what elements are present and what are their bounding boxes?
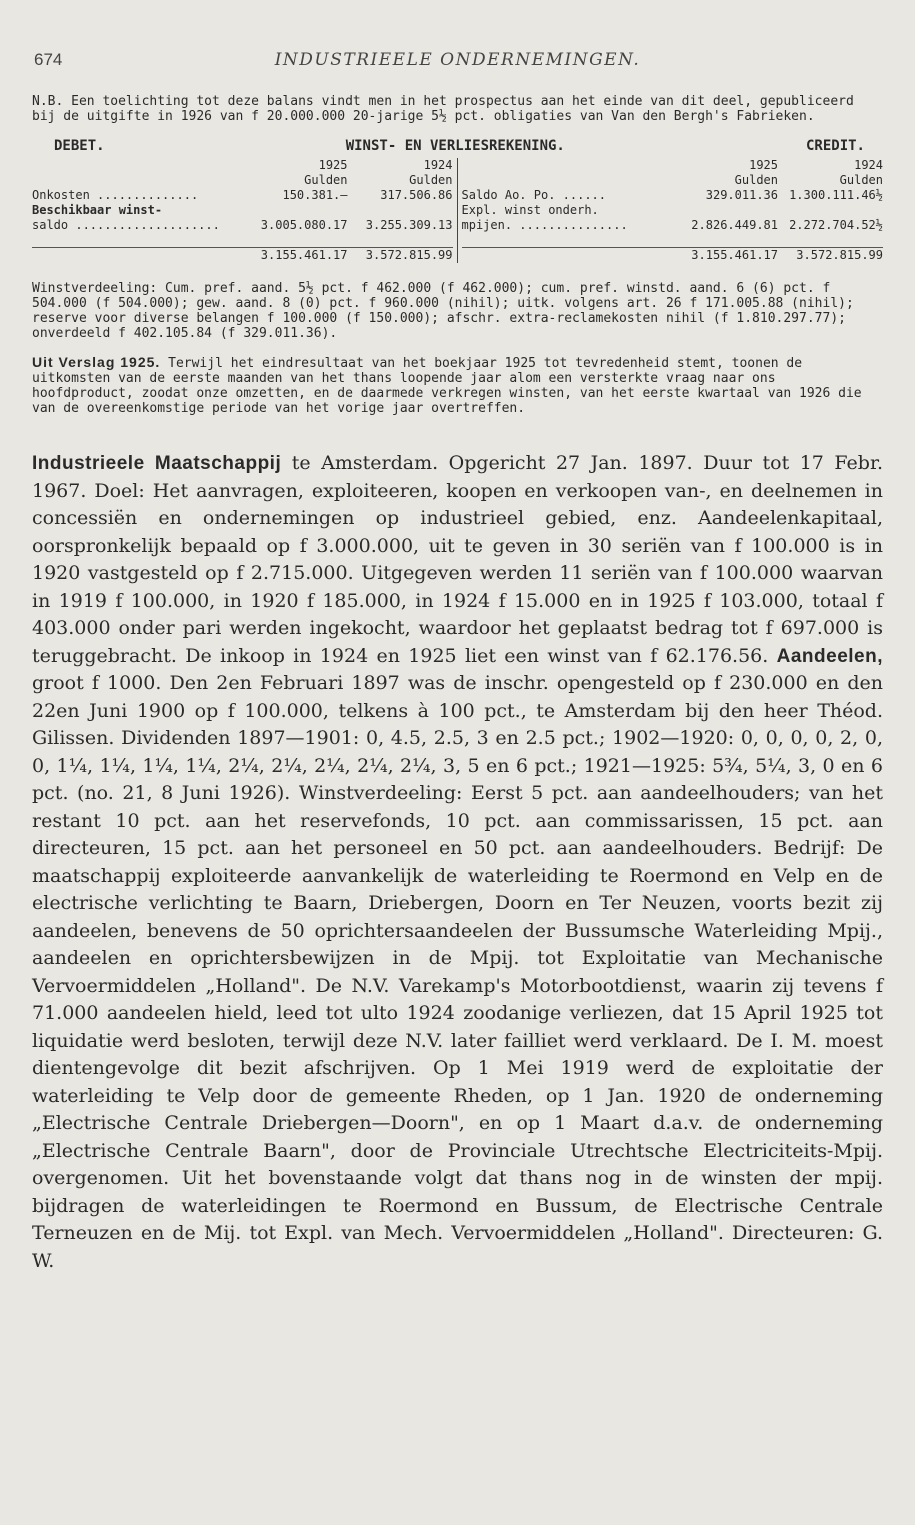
entry-text-part1: te Amsterdam. Opgericht 27 Jan. 1897. Duur tot 17 Febr. 1967. Doel: Het aanvragen, exploiteeren, koopen en verkoopen van-, en deelnemen in concessiën en ondernemingen op industrieel gebied, enz. Aandeelenkapitaal, oorspronkelijk bepaald op f 3.000.000, uit te geven in 30 seriën van f 100.000 is in 1920 vastgesteld op f 2.715.000. Uitgegeven werden 11 seriën van f 100.000 waarvan in 1919 f 100.000, in 1920 f 185.000, in 1924 f 15.000 en in 1925 f 103.000, totaal f 403.000 onder pari werden ingekocht, waardoor het geplaatst bedrag tot f 697.000 is teruggebracht. De inkoop in 1924 en 1925 liet een winst van f 62.176.56. [32,452,883,667]
year-1925: 1925 [318,158,348,172]
table-row: Beschikbaar winst- [32,203,163,217]
page-header [32,48,883,78]
totals-row: 3.155.461.17 3.572.815.99 [462,247,884,263]
year-1924: 1924 [423,158,453,172]
company-entry [32,450,883,1275]
unit-row [462,173,884,188]
report-label: Uit Verslag 1925. [32,354,161,370]
year-1925: 1925 [749,158,778,172]
entry-text-part2: groot f 1000. Den 2en Februari 1897 was de inschr. opengesteld op f 230.000 en den 22en Juni 1900 op f 100.000, telkens à 100 pct., te Amsterdam bij den heer Théod. Gilissen. Dividenden 1897—1901: 0, 4.5, 2.5, 3 en 2.5 pct.; 1902—1920: 0, 0, 0, 0, 2, 0, 0, 1¼, 1¼, 1¼, 1¼, 2¼, 2¼, 2¼, 2¼, 2¼, 3, 5 en 6 pct.; 1921—1925: 5¾, 5¼, 3, 0 en 6 pct. (no. 21, 8 Juni 1926). Winstverdeeling: Eerst 5 pct. aan aandeelhouders; van het restant 10 pct. aan het reservefonds, 10 pct. aan commissarissen, 15 pct. aan directeuren, 15 pct. aan het personeel en 50 pct. aan aandeelhouders. Bedrijf: De maatschappij exploiteerde aanvankelijk de waterleiding te Roermond en Velp en de electrische verlichting te Baarn, Driebergen, Doorn en Ter Neuzen, voorts bezit zij aandeelen, benevens de 50 oprichtersaandeelen der Bussumsche Waterleiding Mpij., aandeelen en oprichtersbewijzen in de Mpij. tot Exploitatie van Mechanische Vervoermiddelen „Holland". De N.V. Varekamp's Motorbootdienst, waarin zij tevens f 71.000 aandeelen hield, leed tot ulto 1924 zoodanige verliezen, dat 15 April 1925 tot liquidatie werd besloten, terwijl deze N.V. later failliet werd verklaard. De I. M. moest dientengevolge dit bezit afschrijven. Op 1 Mei 1919 werd de exploitatie der waterleiding te Velp door de gemeente Rheden, op 1 Jan. 1920 de onderneming „Electrische Centrale Driebergen—Doorn", en op 1 Maart d.a.v. de onderneming „Electrische Centrale Baarn", door de Provinciale Utrechtsche Electriciteits-Mpij. overgenomen. Uit het bovenstaande volgt dat thans nog in de winsten der mpij. bijdragen de waterleidingen te Roermond en Bussum, de Electrische Centrale Terneuzen en de Mij. tot Expl. van Mech. Vervoermiddelen „Holland". Directeuren: G. W. [32,672,883,1272]
table-row: Saldo Ao. Po. ...... 329.011.36 1.300.111.46½ [461,188,883,202]
unit-label: Gulden [304,173,348,187]
running-title: INDUSTRIEELE ONDERNEMINGEN. [274,50,641,70]
profit-loss-account [32,138,883,263]
credit-column [458,158,884,263]
unit-label: Gulden [734,173,778,187]
year-1924: 1924 [854,158,883,172]
debit-column [32,158,458,263]
account-title: WINST- EN VERLIESREKENING. [345,138,565,154]
account-heading [32,138,883,154]
debet-label: DEBET. [54,138,105,154]
page-number: 674 [34,50,63,69]
table-row: Expl. winst onderh. [461,203,599,217]
table-row: mpijen. ............... 2.826.449.81 2.272.704.52½ [461,218,883,232]
unit-label: Gulden [839,173,883,187]
company-name: Industrieele Maatschappij [32,453,282,474]
totals-row: 3.155.461.17 3.572.815.99 [32,247,453,263]
aandeelen-label: Aandeelen, [776,645,883,667]
unit-label: Gulden [409,173,453,187]
year-row [32,158,453,173]
report-text: Terwijl het eindresultaat van het boekjaar 1925 tot tevredenheid stemt, toonen de uitkomsten van de eerste maanden van het thans loopende jaar alom een versterkte vraag naar ons hoofdproduct, zoodat onze omzetten, en de daarmede verkregen winsten, van het eerste kwartaal van 1926 die van de overeenkomstige periode van het vorige jaar overtreffen. [32,356,862,416]
report-paragraph [32,355,883,416]
profit-distribution-paragraph: Winstverdeeling: Cum. pref. aand. 5½ pct. f 462.000 (f 462.000); cum. pref. winstd. aand. 6 (6) pct. f 504.000 (f 504.000); gew. aand. 8 (0) pct. f 960.000 (nihil); uitk. volgens art. 26 f 171.005.88 (nihil); reserve voor diverse belangen f 100.000 (f 150.000); afschr. extra-reclamekosten nihil (f 1.810.297.77); onverdeeld f 402.105.84 (f 329.011.36). [32,281,854,341]
account-body [32,158,883,263]
credit-label: CREDIT. [805,138,865,154]
note-paragraph: N.B. Een toelichting tot deze balans vindt men in het prospectus aan het einde van dit deel, gepubliceerd bij de uitgifte in 1926 van f 20.000.000 20-jarige 5½ pct. obligaties van Van den Bergh's Fabrieken. [32,94,854,124]
unit-row [32,173,453,188]
table-row: saldo .................... 3.005.080.17 3.255.309.13 [32,218,453,232]
table-row: Onkosten .............. 150.381.— 317.506.86 [32,188,453,202]
year-row [462,158,884,173]
